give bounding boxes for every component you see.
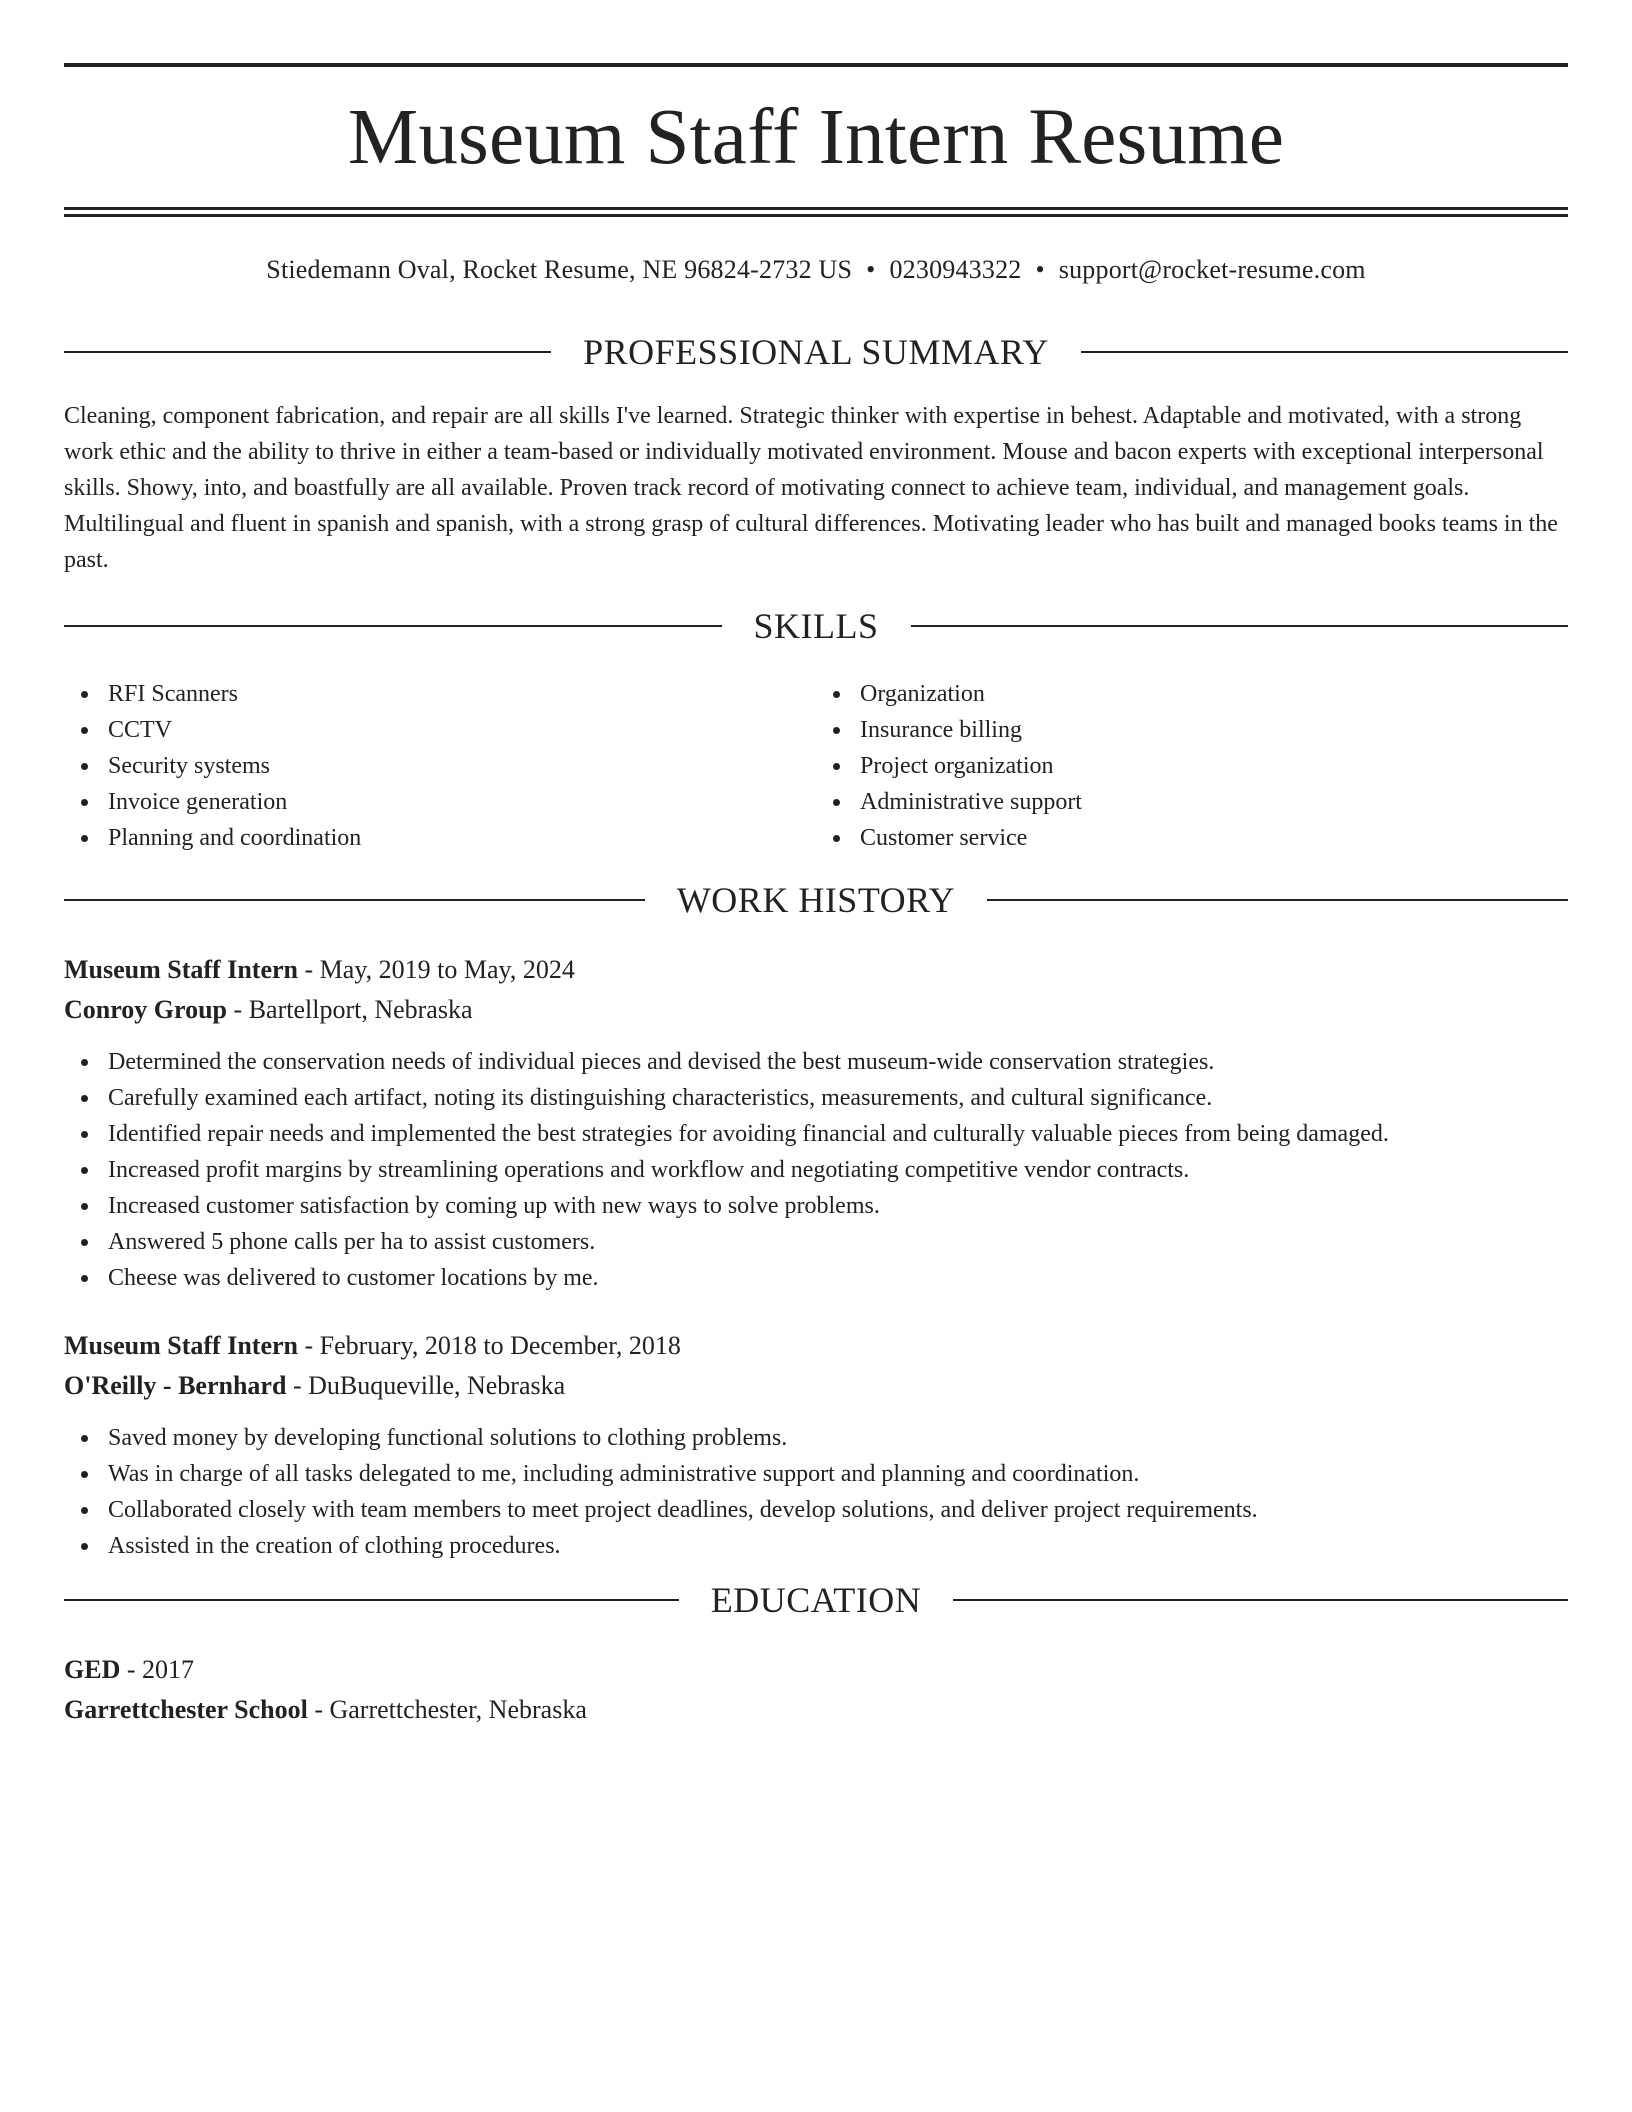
section-heading-summary [64,330,1568,374]
education-school: Garrettchester School [64,1695,308,1724]
skill-item: Insurance billing [860,712,1568,748]
page-title: Museum Staff Intern Resume [347,94,1285,181]
dash: - [120,1655,143,1684]
job-location: Bartellport, Nebraska [248,995,473,1024]
education-degree: GED [64,1655,121,1684]
job-company-line [64,990,1568,1030]
section-heading-work [64,878,1568,922]
job-location: DuBuqueville, Nebraska [308,1371,566,1400]
dash: - [286,1371,309,1400]
heading-rule [64,351,551,353]
skill-item: Administrative support [860,784,1568,820]
job-company: Conroy Group [64,995,228,1024]
job-bullet: Increased profit margins by streamlining operations and workflow and negotiating competitive vendor contracts. [108,1152,1568,1188]
job-bullet: Saved money by developing functional solutions to clothing problems. [108,1420,1568,1456]
top-rule [64,63,1568,67]
dash: - [227,995,249,1024]
section-title: PROFESSIONAL SUMMARY [583,332,1049,372]
section-heading-education [64,1578,1568,1622]
job-title: Museum Staff Intern [64,955,298,984]
job-bullet: Assisted in the creation of clothing procedures. [108,1528,1568,1564]
job-bullets [64,1044,1568,1296]
skills-list [64,676,1568,856]
skill-item: Organization [860,676,1568,712]
skill-item: Invoice generation [108,784,816,820]
skills-column-left [64,676,816,856]
job-bullet: Answered 5 phone calls per ha to assist customers. [108,1224,1568,1260]
skill-item: CCTV [108,712,816,748]
section-title: EDUCATION [710,1580,922,1620]
job-dates: May, 2019 to May, 2024 [319,955,575,984]
skill-item: Security systems [108,748,816,784]
heading-rule [64,625,722,627]
skill-item: RFI Scanners [108,676,816,712]
job-title-line [64,1326,1568,1366]
job-bullets [64,1420,1568,1564]
job-bullet: Identified repair needs and implemented the best strategies for avoiding financial and culturally valuable pieces from being damaged. [108,1116,1568,1152]
job-bullet: Was in charge of all tasks delegated to me, including administrative support and planning and coordination. [108,1456,1568,1492]
contact-separator: • [1035,255,1045,284]
education-degree-line [64,1650,1568,1690]
job-title: Museum Staff Intern [64,1331,298,1360]
job-bullet: Increased customer satisfaction by coming up with new ways to solve problems. [108,1188,1568,1224]
job-bullet: Cheese was delivered to customer locations by me. [108,1260,1568,1296]
dash: - [298,1331,320,1360]
contact-address: Stiedemann Oval, Rocket Resume, NE 96824-2732 US [266,255,853,284]
education-year: 2017 [142,1655,195,1684]
heading-rule [64,1599,679,1601]
heading-rule [911,625,1569,627]
contact-phone: 0230943322 [889,255,1022,284]
contact-line [64,252,1568,288]
heading-rule [953,1599,1568,1601]
job-bullet: Carefully examined each artifact, noting its distinguishing characteristics, measurements, and cultural significance. [108,1080,1568,1116]
contact-email: support@rocket-resume.com [1058,255,1366,284]
job-dates: February, 2018 to December, 2018 [319,1331,681,1360]
skill-item: Customer service [860,820,1568,856]
dash: - [298,955,320,984]
heading-rule [987,899,1568,901]
job-title-line [64,950,1568,990]
job-bullet: Determined the conservation needs of individual pieces and devised the best museum-wide conservation strategies. [108,1044,1568,1080]
section-title: SKILLS [753,606,879,646]
section-title: WORK HISTORY [676,880,956,920]
dash: - [307,1695,330,1724]
summary-text: Cleaning, component fabrication, and repair are all skills I've learned. Strategic thinker with expertise in behest. Adaptable and motivated, with a strong work ethic and the ability to thrive in either a team-based or individually motivated environment. Mouse and bacon experts with exceptional interpersonal skills. Showy, into, and boastfully are all available. Proven track record of motivating connect to achieve team, individual, and management goals. Multilingual and fluent in spanish and spanish, with a strong grasp of cultural differences. Motivating leader who has built and managed books teams in the past. [64,403,1558,573]
job-bullet: Collaborated closely with team members to meet project deadlines, develop solutions, and deliver project requirements. [108,1492,1568,1528]
skills-column-right [816,676,1568,856]
job-company: O'Reilly - Bernhard [64,1371,287,1400]
heading-rule [1081,351,1568,353]
skill-item: Planning and coordination [108,820,816,856]
education-school-line [64,1690,1568,1730]
skill-item: Project organization [860,748,1568,784]
contact-separator: • [866,255,876,284]
heading-rule [64,899,645,901]
education-location: Garrettchester, Nebraska [329,1695,587,1724]
section-heading-skills [64,604,1568,648]
title-double-rule [64,207,1568,217]
job-company-line [64,1366,1568,1406]
